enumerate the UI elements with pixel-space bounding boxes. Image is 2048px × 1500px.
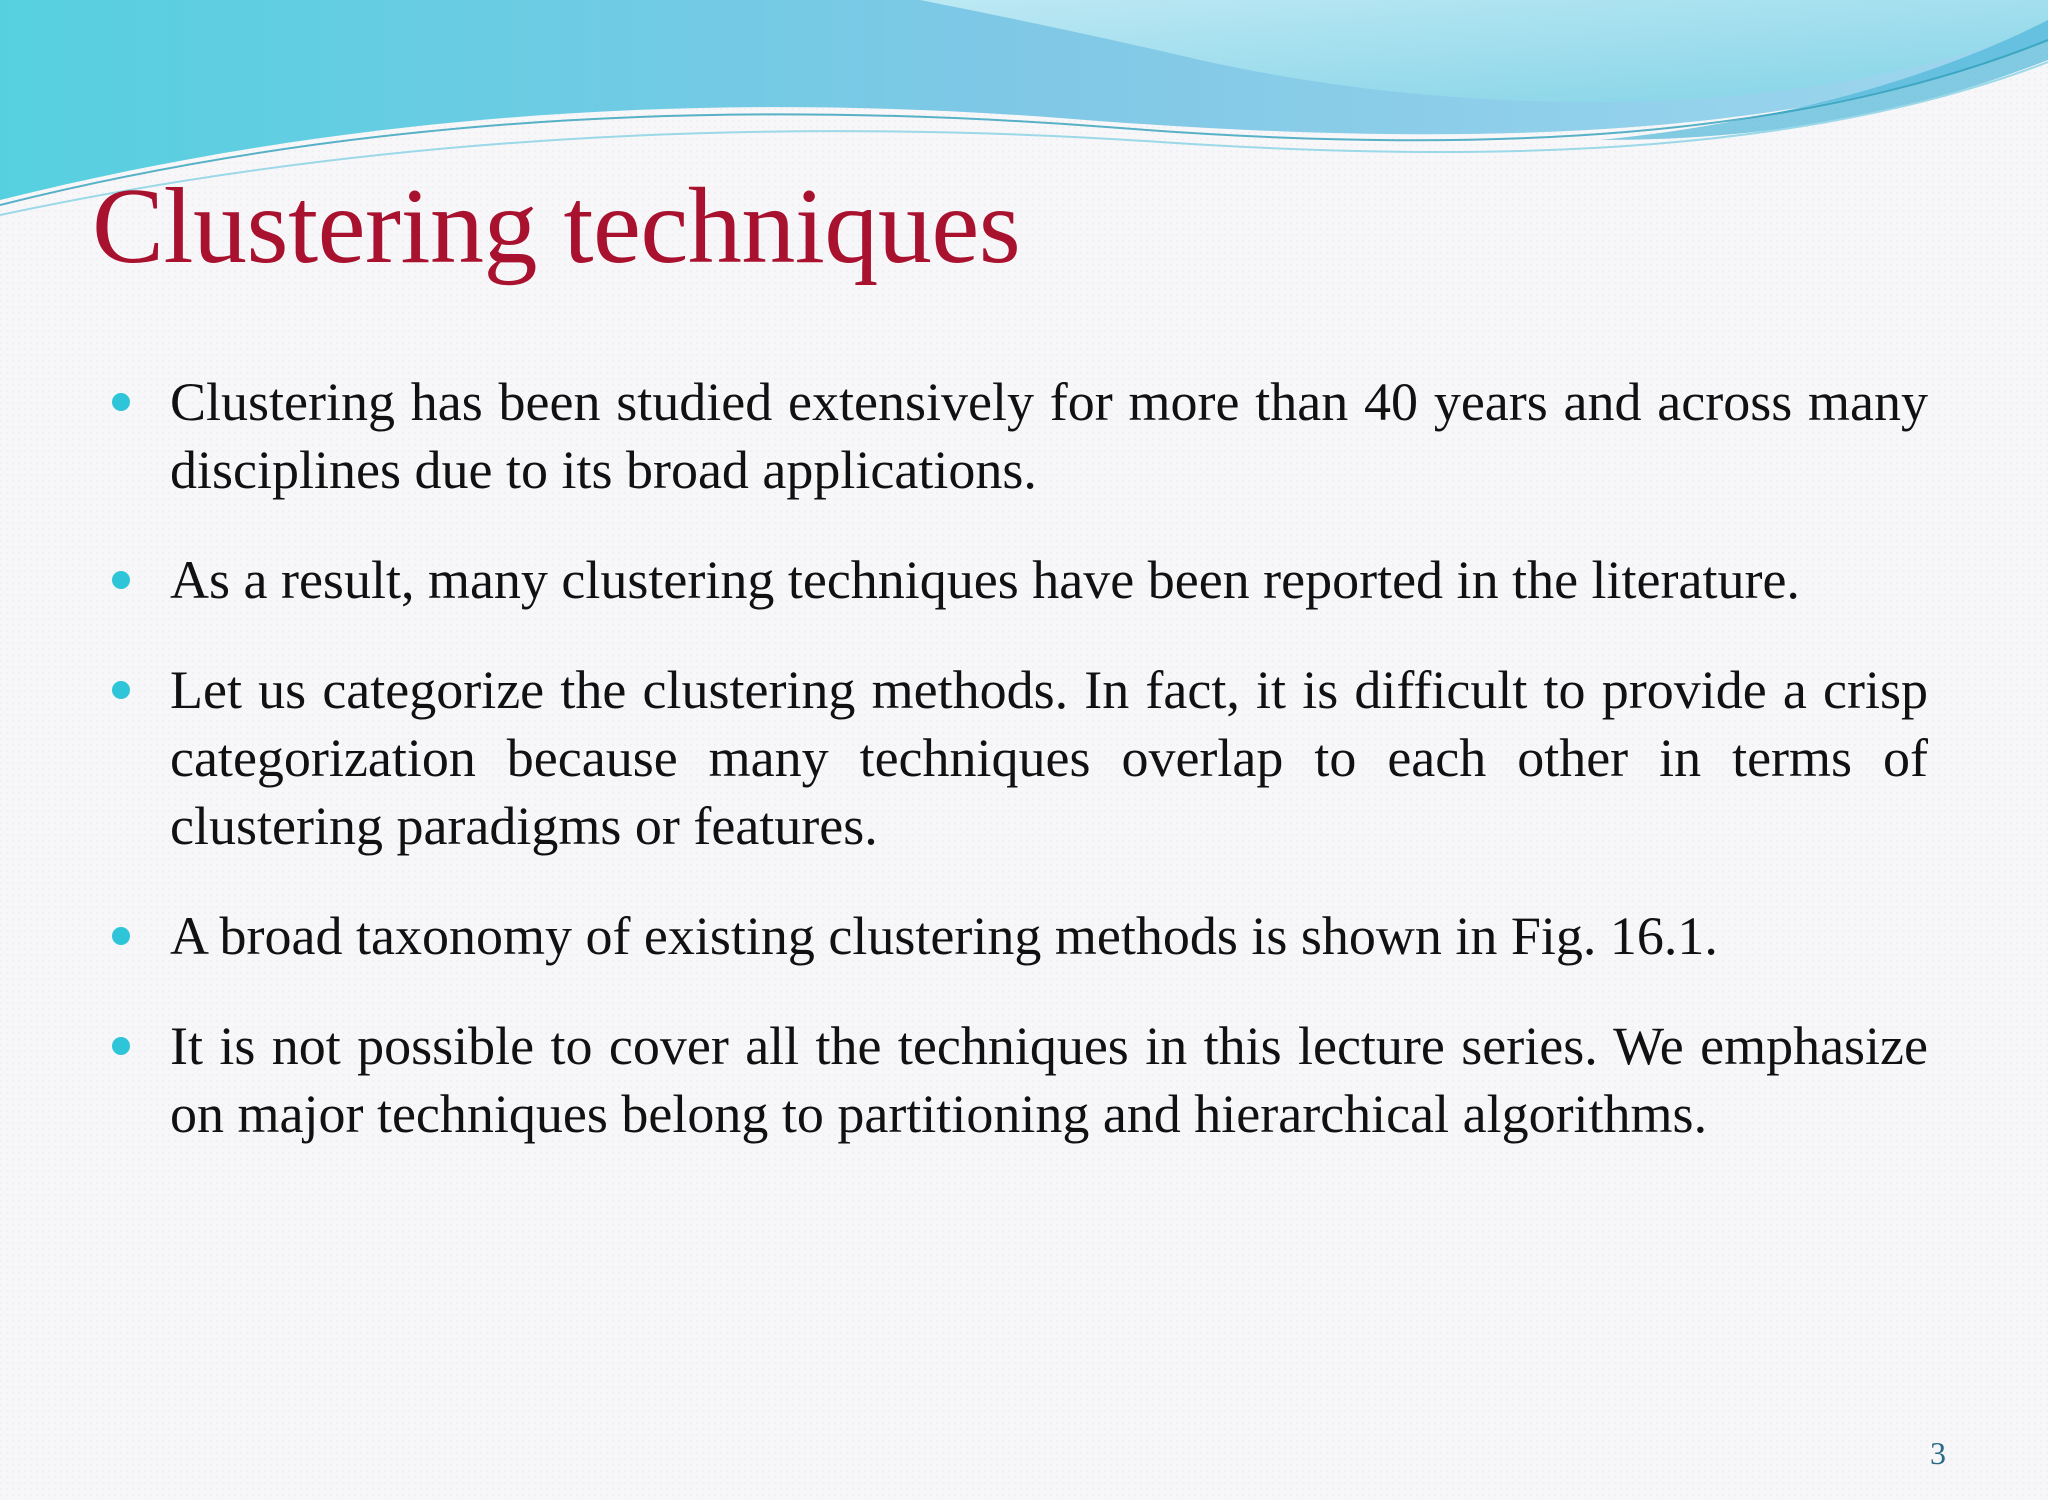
bullet-text: A broad taxonomy of existing clustering methods is shown in Fig. 16.1.: [170, 906, 1718, 966]
bullet-item: [108, 546, 1928, 614]
slide-title: Clustering techniques: [92, 167, 1021, 286]
bullet-item: [108, 1012, 1928, 1148]
bullet-marker-icon: [112, 393, 130, 411]
bullet-text: Clustering has been studied extensively for more than 40 years and across many disciplines due to its broad applications.: [170, 372, 1928, 500]
bullet-marker-icon: [112, 927, 130, 945]
bullet-item: [108, 656, 1928, 860]
bullet-text: As a result, many clustering techniques have been reported in the literature.: [170, 550, 1800, 610]
bullet-item: [108, 368, 1928, 504]
bullet-item: [108, 902, 1928, 970]
bullet-marker-icon: [112, 681, 130, 699]
bullet-marker-icon: [112, 571, 130, 589]
page-number: 3: [1930, 1435, 1946, 1471]
bullet-marker-icon: [112, 1037, 130, 1055]
bullet-list: [108, 368, 1928, 1190]
bullet-text: It is not possible to cover all the techniques in this lecture series. We emphasize on major techniques belong to partitioning and hierarchical algorithms.: [170, 1016, 1928, 1144]
bullet-text: Let us categorize the clustering methods. In fact, it is difficult to provide a crisp categorization because many techniques overlap to each other in terms of clustering paradigms or features.: [170, 660, 1928, 856]
